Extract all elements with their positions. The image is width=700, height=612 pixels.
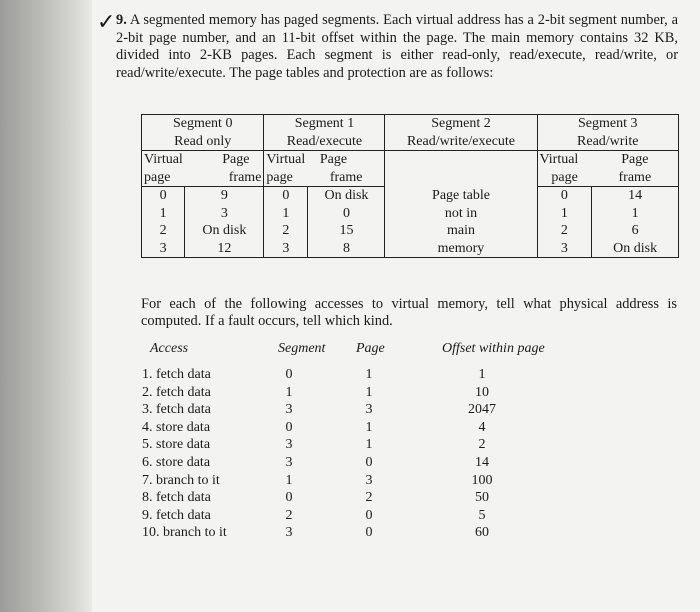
- header-offset: Offset within page: [442, 341, 545, 356]
- seg1-frame: 15: [308, 222, 385, 240]
- offset-value: 60: [475, 525, 489, 541]
- page-value: 1: [365, 384, 373, 400]
- seg0-hdr-page: Page: [222, 152, 250, 167]
- page-value: 1: [365, 419, 373, 435]
- seg1-vpage: 1: [264, 205, 308, 223]
- seg3-frame: 6: [592, 222, 679, 240]
- seg0-vpage: 2: [142, 222, 185, 240]
- seg2-note-line: main: [385, 222, 537, 240]
- segment-value: 3: [285, 437, 293, 453]
- seg3-vpage: 2: [560, 223, 568, 238]
- seg2-hdr-blank: [385, 151, 537, 169]
- seg1-frame: 8: [308, 240, 385, 258]
- seg1-vpage: 3: [264, 240, 308, 258]
- checkmark-icon: ✓: [97, 10, 116, 35]
- seg2-protection: Read/write/execute: [385, 133, 537, 151]
- seg2-hdr-blank2: [385, 169, 537, 187]
- seg3-vpage: 0: [560, 188, 568, 203]
- seg0-protection: Read only: [142, 133, 264, 151]
- problem-text: A segmented memory has paged segments. Each virtual address has a 2-bit segment number, a 2-bit page number, and an 11-bit offset within the page. The main memory contains 32 KB, divided into 2-KB pages. Each segment is either read-only, read/execute, read/write, or read/write/execute. The page tables and protection are as follows:: [116, 12, 678, 81]
- access-item: 9. fetch data: [142, 507, 211, 523]
- seg3-hdr-virtual: Virtual: [539, 152, 579, 167]
- seg0-vpage: 3: [142, 240, 185, 258]
- problem-number: 9.: [116, 12, 127, 28]
- access-item: 8. fetch data: [142, 490, 211, 506]
- offset-value: 2047: [468, 402, 496, 418]
- segment-value: 3: [285, 525, 293, 541]
- segment-value: 3: [285, 402, 293, 418]
- header-page: Page: [356, 341, 385, 356]
- segment-value: 0: [285, 490, 293, 506]
- seg0-vpage: 0: [142, 187, 185, 205]
- page-value: 0: [365, 507, 373, 523]
- seg1-hdr-vpage: page: [264, 169, 308, 187]
- segment-page-table: [141, 114, 679, 258]
- offset-value: 1: [478, 367, 486, 382]
- offset-value: 14: [475, 454, 489, 470]
- offset-value: 5: [478, 507, 486, 523]
- seg3-vpage: 3: [537, 240, 592, 258]
- seg1-vpage: 2: [264, 222, 308, 240]
- seg0-frame: On disk: [185, 222, 264, 240]
- segment-value: 1: [285, 472, 293, 488]
- segment-value: 0: [285, 367, 293, 382]
- seg1-hdr-frame: frame: [308, 169, 385, 187]
- seg3-vpage: 1: [560, 205, 568, 221]
- offset-value: 100: [471, 472, 493, 488]
- page-value: 1: [365, 437, 373, 453]
- page-value: 3: [365, 472, 373, 488]
- seg1-name: Segment 1: [264, 115, 385, 133]
- access-item: 6. store data: [142, 454, 211, 470]
- seg0-frame: 12: [185, 240, 264, 258]
- seg3-name: Segment 3: [537, 115, 679, 133]
- seg3-protection: Read/write: [537, 133, 679, 151]
- page-value: 1: [365, 367, 373, 382]
- page-column: [361, 366, 377, 542]
- seg3-frame: On disk: [592, 240, 679, 258]
- offset-column: [455, 366, 509, 542]
- seg0-frame: 9: [185, 187, 264, 205]
- segment-value: 3: [285, 454, 293, 470]
- segment-value: 1: [285, 384, 293, 400]
- seg0-vpage: 1: [142, 205, 185, 223]
- seg2-note-line: Page table: [385, 187, 537, 205]
- instructions-text: For each of the following accesses to virtual memory, tell what physical address is computed. If a fault occurs, tell which kind.: [141, 296, 677, 329]
- access-item: 7. branch to it: [142, 472, 220, 488]
- seg2-note-line: memory: [385, 240, 537, 258]
- seg1-frame: On disk: [308, 187, 385, 205]
- seg3-frame: 14: [592, 187, 679, 205]
- seg0-hdr-frame: frame: [185, 169, 264, 187]
- seg3-hdr-page: Page: [592, 151, 679, 169]
- access-item: 10. branch to it: [142, 525, 227, 541]
- header-access: Access: [150, 341, 189, 356]
- page-value: 0: [365, 454, 373, 470]
- page-value: 3: [365, 402, 373, 418]
- seg0-hdr-virtual: Virtual: [142, 151, 185, 169]
- offset-value: 4: [478, 419, 486, 435]
- seg1-hdr-page: Page: [319, 152, 348, 167]
- seg3-hdr-frame: frame: [592, 169, 679, 187]
- seg2-name: Segment 2: [385, 115, 537, 133]
- access-item: 2. fetch data: [142, 384, 211, 400]
- segment-value: 0: [285, 419, 293, 435]
- access-item: 5. store data: [142, 437, 211, 453]
- access-item: 4. store data: [142, 419, 211, 435]
- seg1-protection: Read/execute: [264, 133, 385, 151]
- book-gutter-shadow: [0, 0, 92, 612]
- page-value: 2: [365, 490, 373, 506]
- seg0-name: Segment 0: [142, 115, 264, 133]
- access-item: 1. fetch data: [142, 367, 211, 382]
- header-segment: Segment: [278, 341, 326, 356]
- seg0-hdr-vpage: page: [142, 169, 185, 187]
- seg1-vpage: 0: [264, 187, 308, 205]
- seg3-hdr-vpage: page: [537, 169, 592, 187]
- problem-statement: [116, 12, 678, 82]
- access-list: [142, 366, 227, 542]
- seg3-frame: 1: [592, 205, 679, 223]
- offset-value: 50: [475, 490, 489, 506]
- access-item: 3. fetch data: [142, 402, 211, 418]
- page-value: 0: [365, 525, 373, 541]
- seg0-frame: 3: [185, 205, 264, 223]
- seg1-frame: 0: [308, 205, 385, 223]
- seg1-hdr-virtual: Virtual: [264, 151, 308, 169]
- segment-column: [281, 366, 297, 542]
- offset-value: 10: [475, 384, 489, 400]
- segment-value: 2: [285, 507, 293, 523]
- offset-value: 2: [478, 437, 486, 453]
- seg2-note-line: not in: [385, 205, 537, 223]
